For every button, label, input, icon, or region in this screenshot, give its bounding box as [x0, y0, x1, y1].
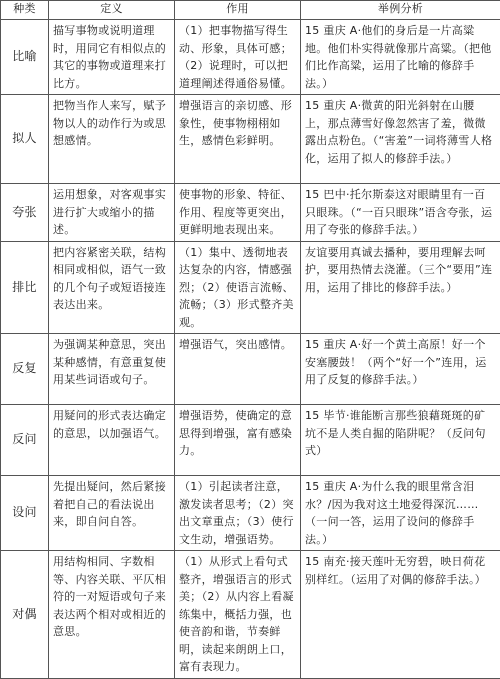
row-example: 15 毕节·谁能断言那些狼藉斑斑的矿坑不是人类自掘的陷阱呢？（反问句式）	[301, 405, 500, 476]
table-header	[1, 1, 500, 20]
row-function: （1）集中、透彻地表达复杂的内容，情感强烈；（2）使语言流畅、流畅；（3）形式整齐美观。	[175, 241, 301, 334]
row-function: （1）引起读者注意，激发读者思考；（2）突出文章重点；（3）使行文生动，增强语势。	[175, 476, 301, 551]
row-type-antithesis: 对偶	[1, 551, 49, 679]
table-row	[1, 20, 500, 95]
row-function: 使事物的形象、特征、作用、程度等更突出，更鲜明地表现出来。	[175, 184, 301, 242]
table-row	[1, 476, 500, 551]
row-example: 15 重庆 A·好一个黄土高原！好一个安塞腰鼓！（两个“好一个”连用，运用了反复的修辞手法。）	[301, 334, 500, 405]
row-function: 增强语言的亲切感、形象性，使事物栩栩如生，感情色彩鲜明。	[175, 95, 301, 184]
row-type-repetition: 反复	[1, 334, 49, 405]
row-type-parallelism: 排比	[1, 241, 49, 334]
row-function: （1）从形式上看句式整齐，增强语言的形式美；（2）从内容上看凝练集中，概括力强，也使音韵和谐，节奏鲜明，读起来朗朗上口，富有表现力。	[175, 551, 301, 679]
table-row	[1, 184, 500, 242]
row-definition: 运用想象，对客观事实进行扩大或缩小的描述。	[49, 184, 175, 242]
row-type-rhetorical-question: 反问	[1, 405, 49, 476]
row-function: 增强语气，突出感情。	[175, 334, 301, 405]
row-definition: 用结构相同、字数相等、内容关联、平仄相符的一对短语或句子来表达两个相对或相近的意思。	[49, 551, 175, 679]
row-example: 友谊要用真诚去播种，要用理解去呵护，要用热情去浇灌。（三个“要用”连用，运用了排比的修辞手法。）	[301, 241, 500, 334]
header-definition: 定义	[49, 1, 175, 20]
row-type-hypophora: 设问	[1, 476, 49, 551]
row-definition: 描写事物或说明道理时，用同它有相似点的其它的事物或道理来打比方。	[49, 20, 175, 95]
row-type-metaphor: 比喻	[1, 20, 49, 95]
row-function: （1）把事物描写得生动、形象，具体可感；（2）说理时，可以把道理阐述得通俗易懂。	[175, 20, 301, 95]
header-type: 种类	[1, 1, 49, 20]
row-example: 15 南充·接天莲叶无穷碧，映日荷花别样红。（运用了对偶的修辞手法。）	[301, 551, 500, 679]
row-definition: 把物当作人来写，赋予物以人的动作行为或思想感情。	[49, 95, 175, 184]
row-definition: 为强调某种意思，突出某种感情，有意重复使用某些词语或句子。	[49, 334, 175, 405]
table-row	[1, 241, 500, 334]
table-row	[1, 95, 500, 184]
table-row	[1, 334, 500, 405]
table-row	[1, 551, 500, 679]
table-row	[1, 405, 500, 476]
table-body	[1, 20, 500, 679]
header-example: 举例分析	[301, 1, 500, 20]
row-definition: 把内容紧密关联，结构相同或相似，语气一致的几个句子或短语接连表达出来。	[49, 241, 175, 334]
row-function: 增强语势，使确定的意思得到增强，富有感染力。	[175, 405, 301, 476]
row-example: 15 重庆 A·为什么我的眼里常含泪水？/因为我对这土地爱得深沉……（一问一答，运用了设问的修辞手法。）	[301, 476, 500, 551]
row-definition: 用疑问的形式表达确定的意思，以加强语气。	[49, 405, 175, 476]
header-row	[1, 1, 500, 20]
row-example: 15 巴中·托尔斯泰这对眼睛里有一百只眼珠。（“一百只眼珠”语含夸张，运用了夸张的修辞手法。）	[301, 184, 500, 242]
header-function: 作用	[175, 1, 301, 20]
row-example: 15 重庆 A·他们的身后是一片高粱地。他们朴实得就像那片高粱。（把他们比作高粱，运用了比喻的修辞手法。）	[301, 20, 500, 95]
row-type-personification: 拟人	[1, 95, 49, 184]
row-definition: 先提出疑问，然后紧接着把自己的看法说出来，即自问自答。	[49, 476, 175, 551]
row-type-hyperbole: 夸张	[1, 184, 49, 242]
row-example: 15 重庆 A·微黄的阳光斜射在山腰上，那点薄雪好像忽然害了羞，微微露出点粉色。（“害羞”一词将薄雪人格化，运用了拟人的修辞手法。）	[301, 95, 500, 184]
